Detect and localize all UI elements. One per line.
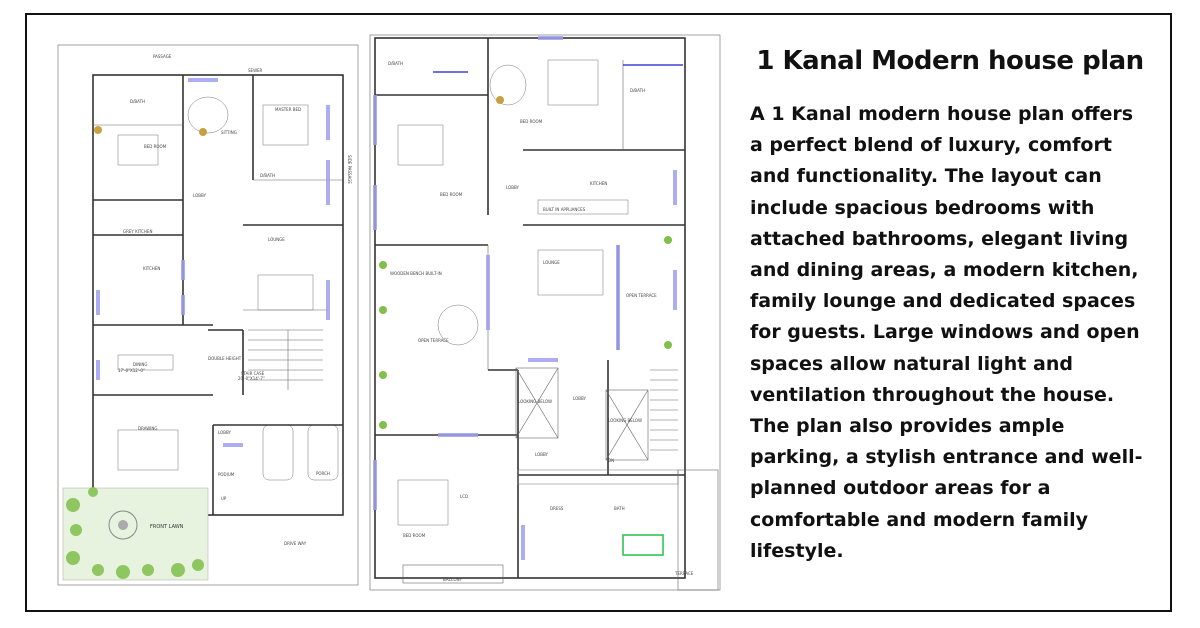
dining-size-label: 17'-0"X12'-0" [118, 368, 145, 373]
ff-lcd-label: LCD [460, 494, 469, 499]
ff-terrace-label: TERRACE [675, 571, 694, 576]
double-height-label: DOUBLE HEIGHT [208, 356, 242, 361]
dbath2-label: D/BATH [260, 173, 276, 178]
ff-bed-room-bottom-label: BED ROOM [403, 533, 426, 538]
ff-bath-label: BATH [614, 506, 625, 511]
ff-looking-below-left-label: LOOKING BELOW [518, 399, 553, 404]
ff-bed-room-left-label: BED ROOM [440, 192, 463, 197]
ff-lobby-low-label: LOBBY [535, 452, 548, 457]
first-floor-plan [370, 35, 720, 590]
ff-lounge-label: LOUNGE [543, 260, 560, 265]
lounge-label: LOUNGE [268, 237, 285, 242]
stair-case-label: STAIR CASE [241, 371, 265, 376]
ff-dbath-right-label: D/BATH [630, 88, 646, 93]
ff-lobby-mid-label: LOBBY [573, 396, 586, 401]
lobby2-label: LOBBY [218, 430, 231, 435]
ff-lobby-top-label: LOBBY [506, 185, 519, 190]
description-text: A 1 Kanal modern house plan offers a perfect blend of luxury, comfort and functionality. The layout can include spacious bedrooms with attached bathrooms, elegant living and dining areas, a modern kitchen, family lounge and dedicated spaces for guests. Large windows and open spaces allow natural light and ventilation throughout the house. The plan also provides ample parking, a stylish entrance and well-planned outdoor areas for a comfortable and modern family lifestyle. [750, 103, 1143, 562]
drive-way-label: DRIVE WAY [284, 541, 307, 546]
ff-dress-label: DRESS [550, 506, 564, 511]
ff-open-terrace-left-label: OPEN TERRACE [418, 338, 449, 343]
ff-open-terrace-right-label: OPEN TERRACE [626, 293, 657, 298]
porch-label: PORCH [316, 471, 330, 476]
ff-dn-label: DN [608, 458, 615, 463]
master-bed-label: MASTER BED [275, 107, 302, 112]
passage-label: PASSAGE [153, 54, 172, 59]
lobby-label: LOBBY [193, 193, 206, 198]
ff-built-in-appliances-label: BUILT IN APPLIANCES [543, 207, 586, 212]
dbath-label: D/BATH [130, 99, 146, 104]
ff-kitchen-label: KITCHEN [590, 181, 608, 186]
grey-kitchen-label: GREY KITCHEN [123, 229, 153, 234]
sitting-label: SITTING [221, 130, 237, 135]
ff-balcony-label: BALCONY [443, 577, 463, 582]
floor-plans-illustration [38, 30, 728, 602]
sewer-label: SEWER [248, 68, 263, 73]
floor-plans-svg [38, 30, 728, 602]
side-passage-label: SIDE PASSAGE [347, 155, 352, 184]
up-label: UP [221, 496, 227, 501]
stair-size-label: 20'-0"X14'-7" [238, 376, 265, 381]
ff-dbath-left-label: D/BATH [388, 61, 404, 66]
kitchen-label: KITCHEN [143, 266, 161, 271]
ff-wooden-bench-label: WOODEN BENCH BUILT-IN [390, 271, 442, 276]
drawing-label: DRAWING [138, 426, 158, 431]
podium-label: PODIUM [218, 472, 235, 477]
page-title: 1 Kanal Modern house plan [756, 46, 1144, 76]
ground-floor-plan [58, 45, 358, 585]
ff-bed-room-top-label: BED ROOM [520, 119, 543, 124]
bed-room-label: BED ROOM [144, 144, 167, 149]
front-lawn-label: FRONT LAWN [150, 524, 184, 530]
dining-label: DINING [133, 362, 148, 367]
ff-looking-below-right-label: LOOKING BELOW [608, 418, 643, 423]
